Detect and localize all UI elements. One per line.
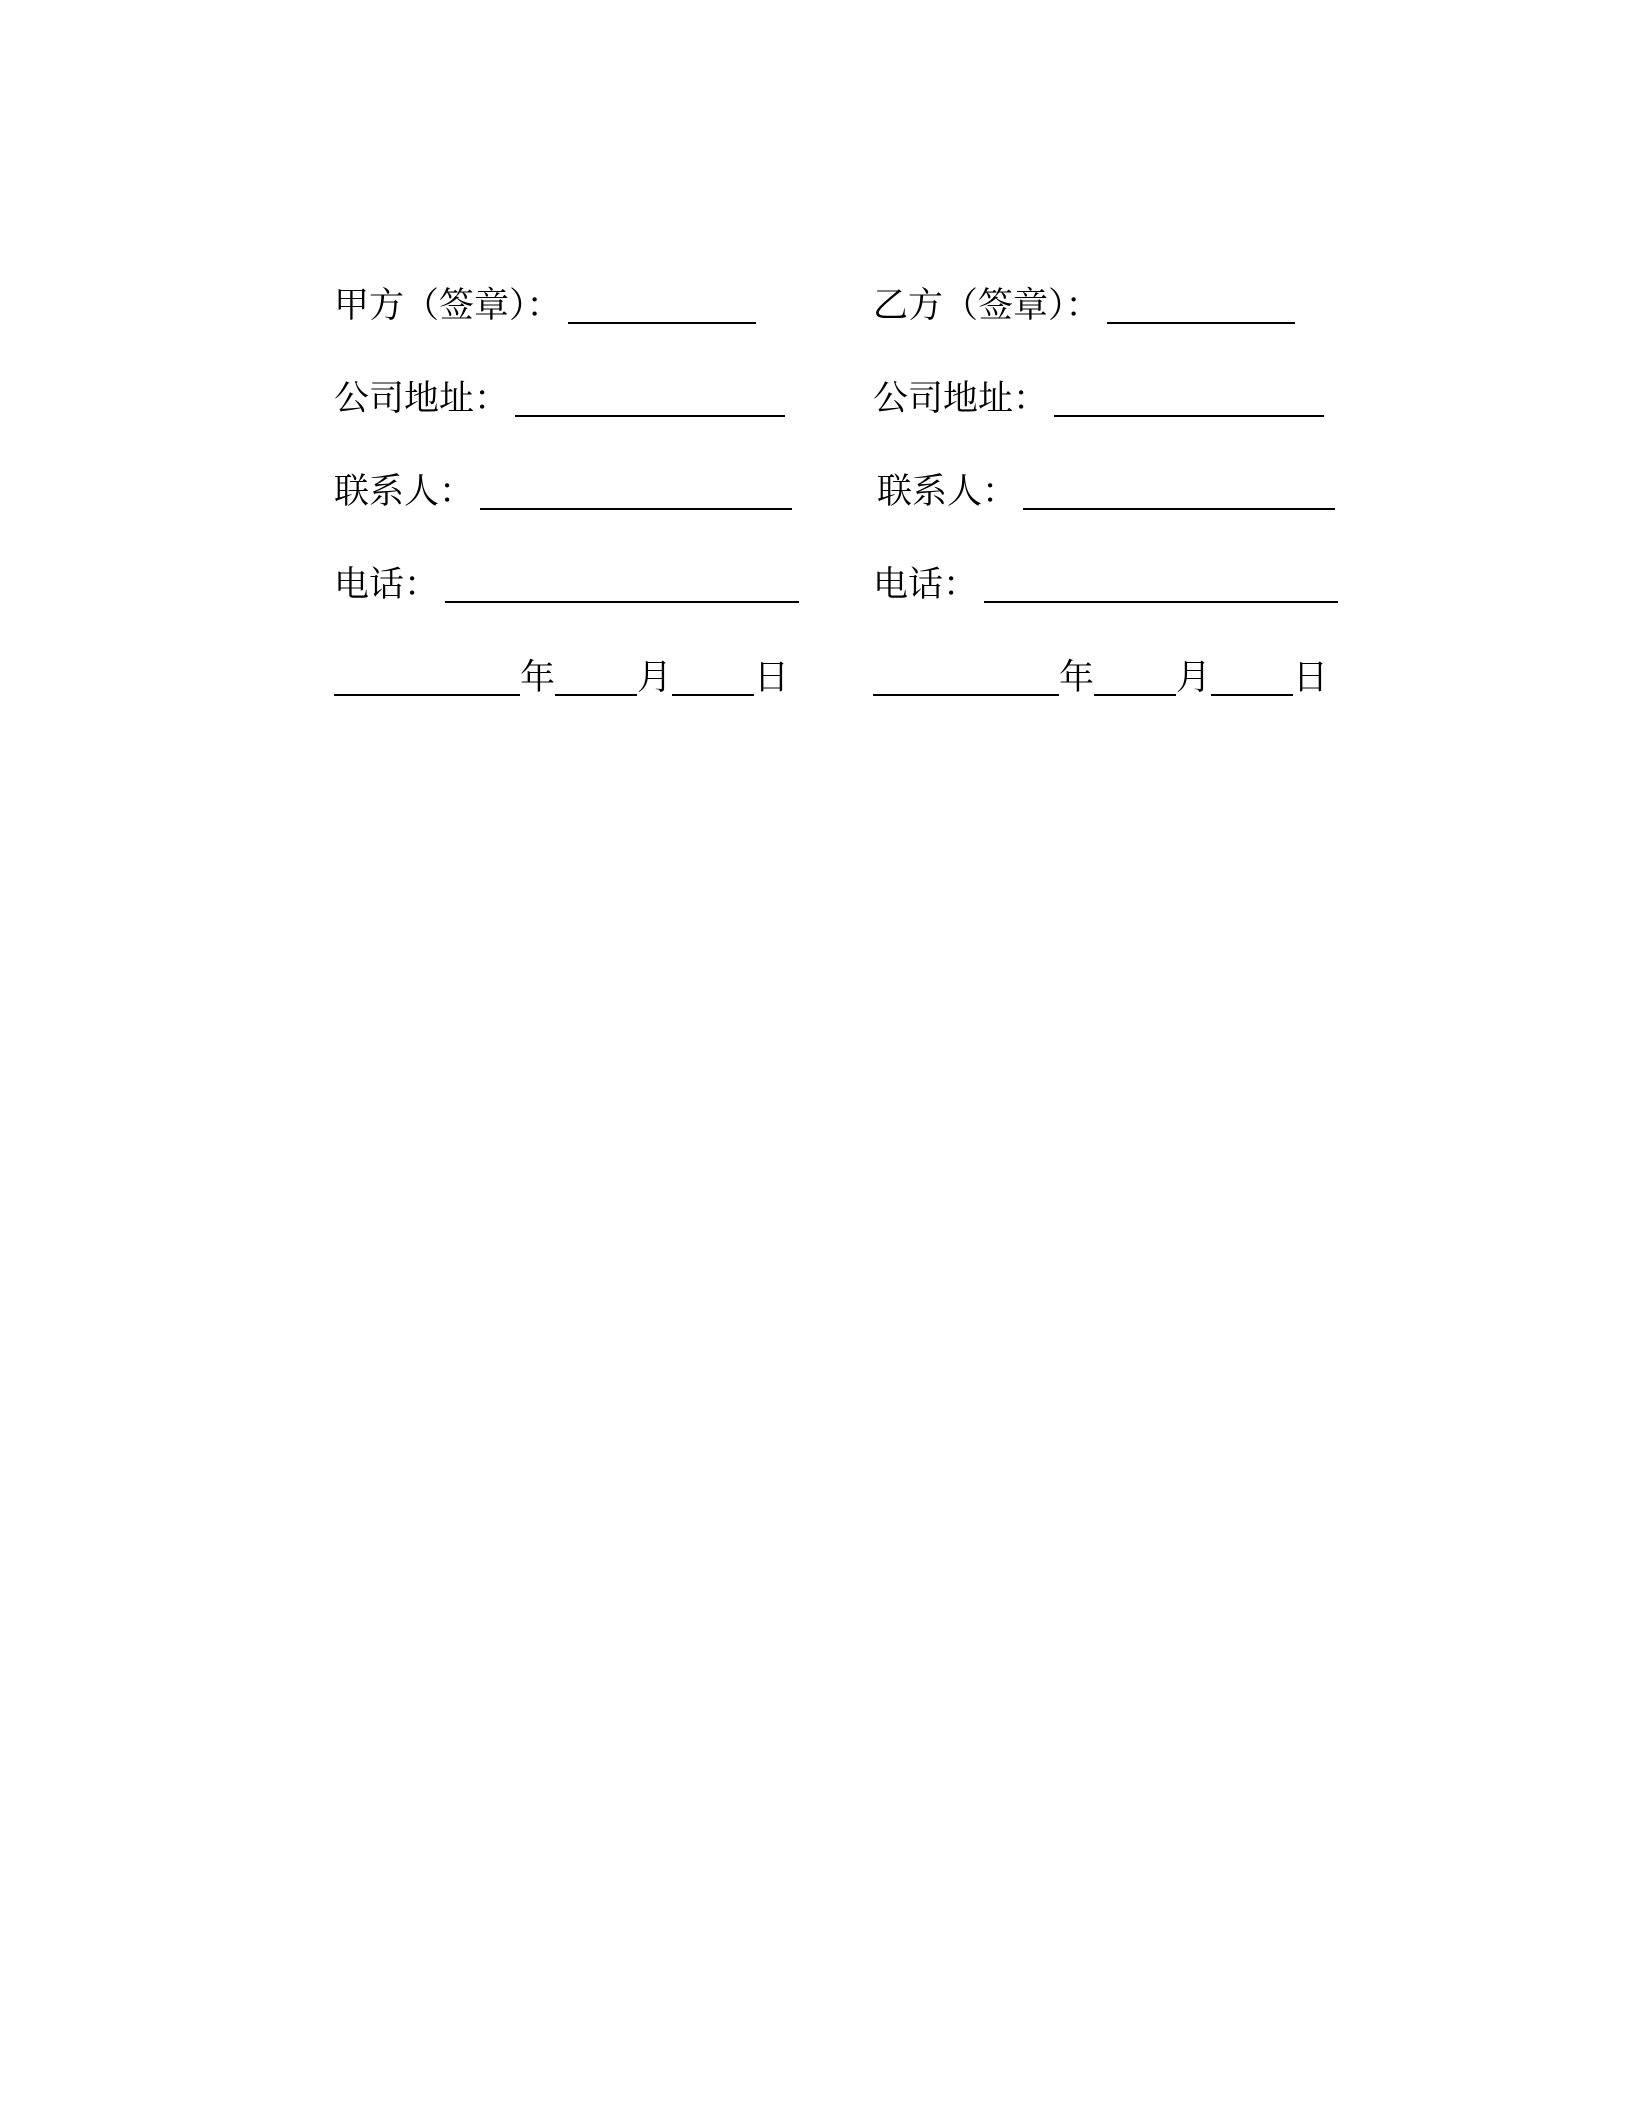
party-b-seal-blank[interactable] xyxy=(1107,282,1295,324)
party-b-contact-line xyxy=(877,468,1335,516)
party-a-month-blank[interactable] xyxy=(555,654,637,696)
party-a-contact-line xyxy=(334,468,792,516)
party-b-phone-blank[interactable] xyxy=(984,561,1338,603)
party-b-address-blank[interactable] xyxy=(1054,375,1324,417)
party-b-month-blank[interactable] xyxy=(1094,654,1176,696)
party-a-phone-blank[interactable] xyxy=(445,561,799,603)
party-a-year-label: 年 xyxy=(520,658,556,698)
party-a-day-label: 日 xyxy=(754,658,790,698)
party-a-seal-label: 甲方（签章）： xyxy=(334,286,562,326)
party-b-phone-label: 电话： xyxy=(873,565,979,605)
party-a-month-label: 月 xyxy=(637,658,673,698)
party-b-month-label: 月 xyxy=(1176,658,1212,698)
party-b-address-line xyxy=(873,375,1324,423)
party-b-address-label: 公司地址： xyxy=(873,379,1049,419)
party-b-date-line xyxy=(873,654,1328,702)
party-a-year-blank[interactable] xyxy=(334,654,520,696)
party-a-contact-blank[interactable] xyxy=(480,468,792,510)
party-b-day-label: 日 xyxy=(1293,658,1329,698)
party-b-day-blank[interactable] xyxy=(1211,654,1293,696)
party-a-address-blank[interactable] xyxy=(515,375,785,417)
party-a-address-line xyxy=(334,375,785,423)
party-b-seal-line xyxy=(873,282,1295,330)
party-a-day-blank[interactable] xyxy=(672,654,754,696)
party-a-address-label: 公司地址： xyxy=(334,379,510,419)
party-a-seal-blank[interactable] xyxy=(568,282,756,324)
party-a-date-line xyxy=(334,654,789,702)
party-b-phone-line xyxy=(873,561,1338,609)
party-a-phone-label: 电话： xyxy=(334,565,440,605)
party-b-seal-label: 乙方（签章）： xyxy=(873,286,1101,326)
party-a-seal-line xyxy=(334,282,756,330)
party-b-contact-label: 联系人： xyxy=(877,472,1018,512)
party-a-contact-label: 联系人： xyxy=(334,472,475,512)
party-b-year-label: 年 xyxy=(1059,658,1095,698)
party-b-year-blank[interactable] xyxy=(873,654,1059,696)
party-a-phone-line xyxy=(334,561,799,609)
party-b-contact-blank[interactable] xyxy=(1023,468,1335,510)
